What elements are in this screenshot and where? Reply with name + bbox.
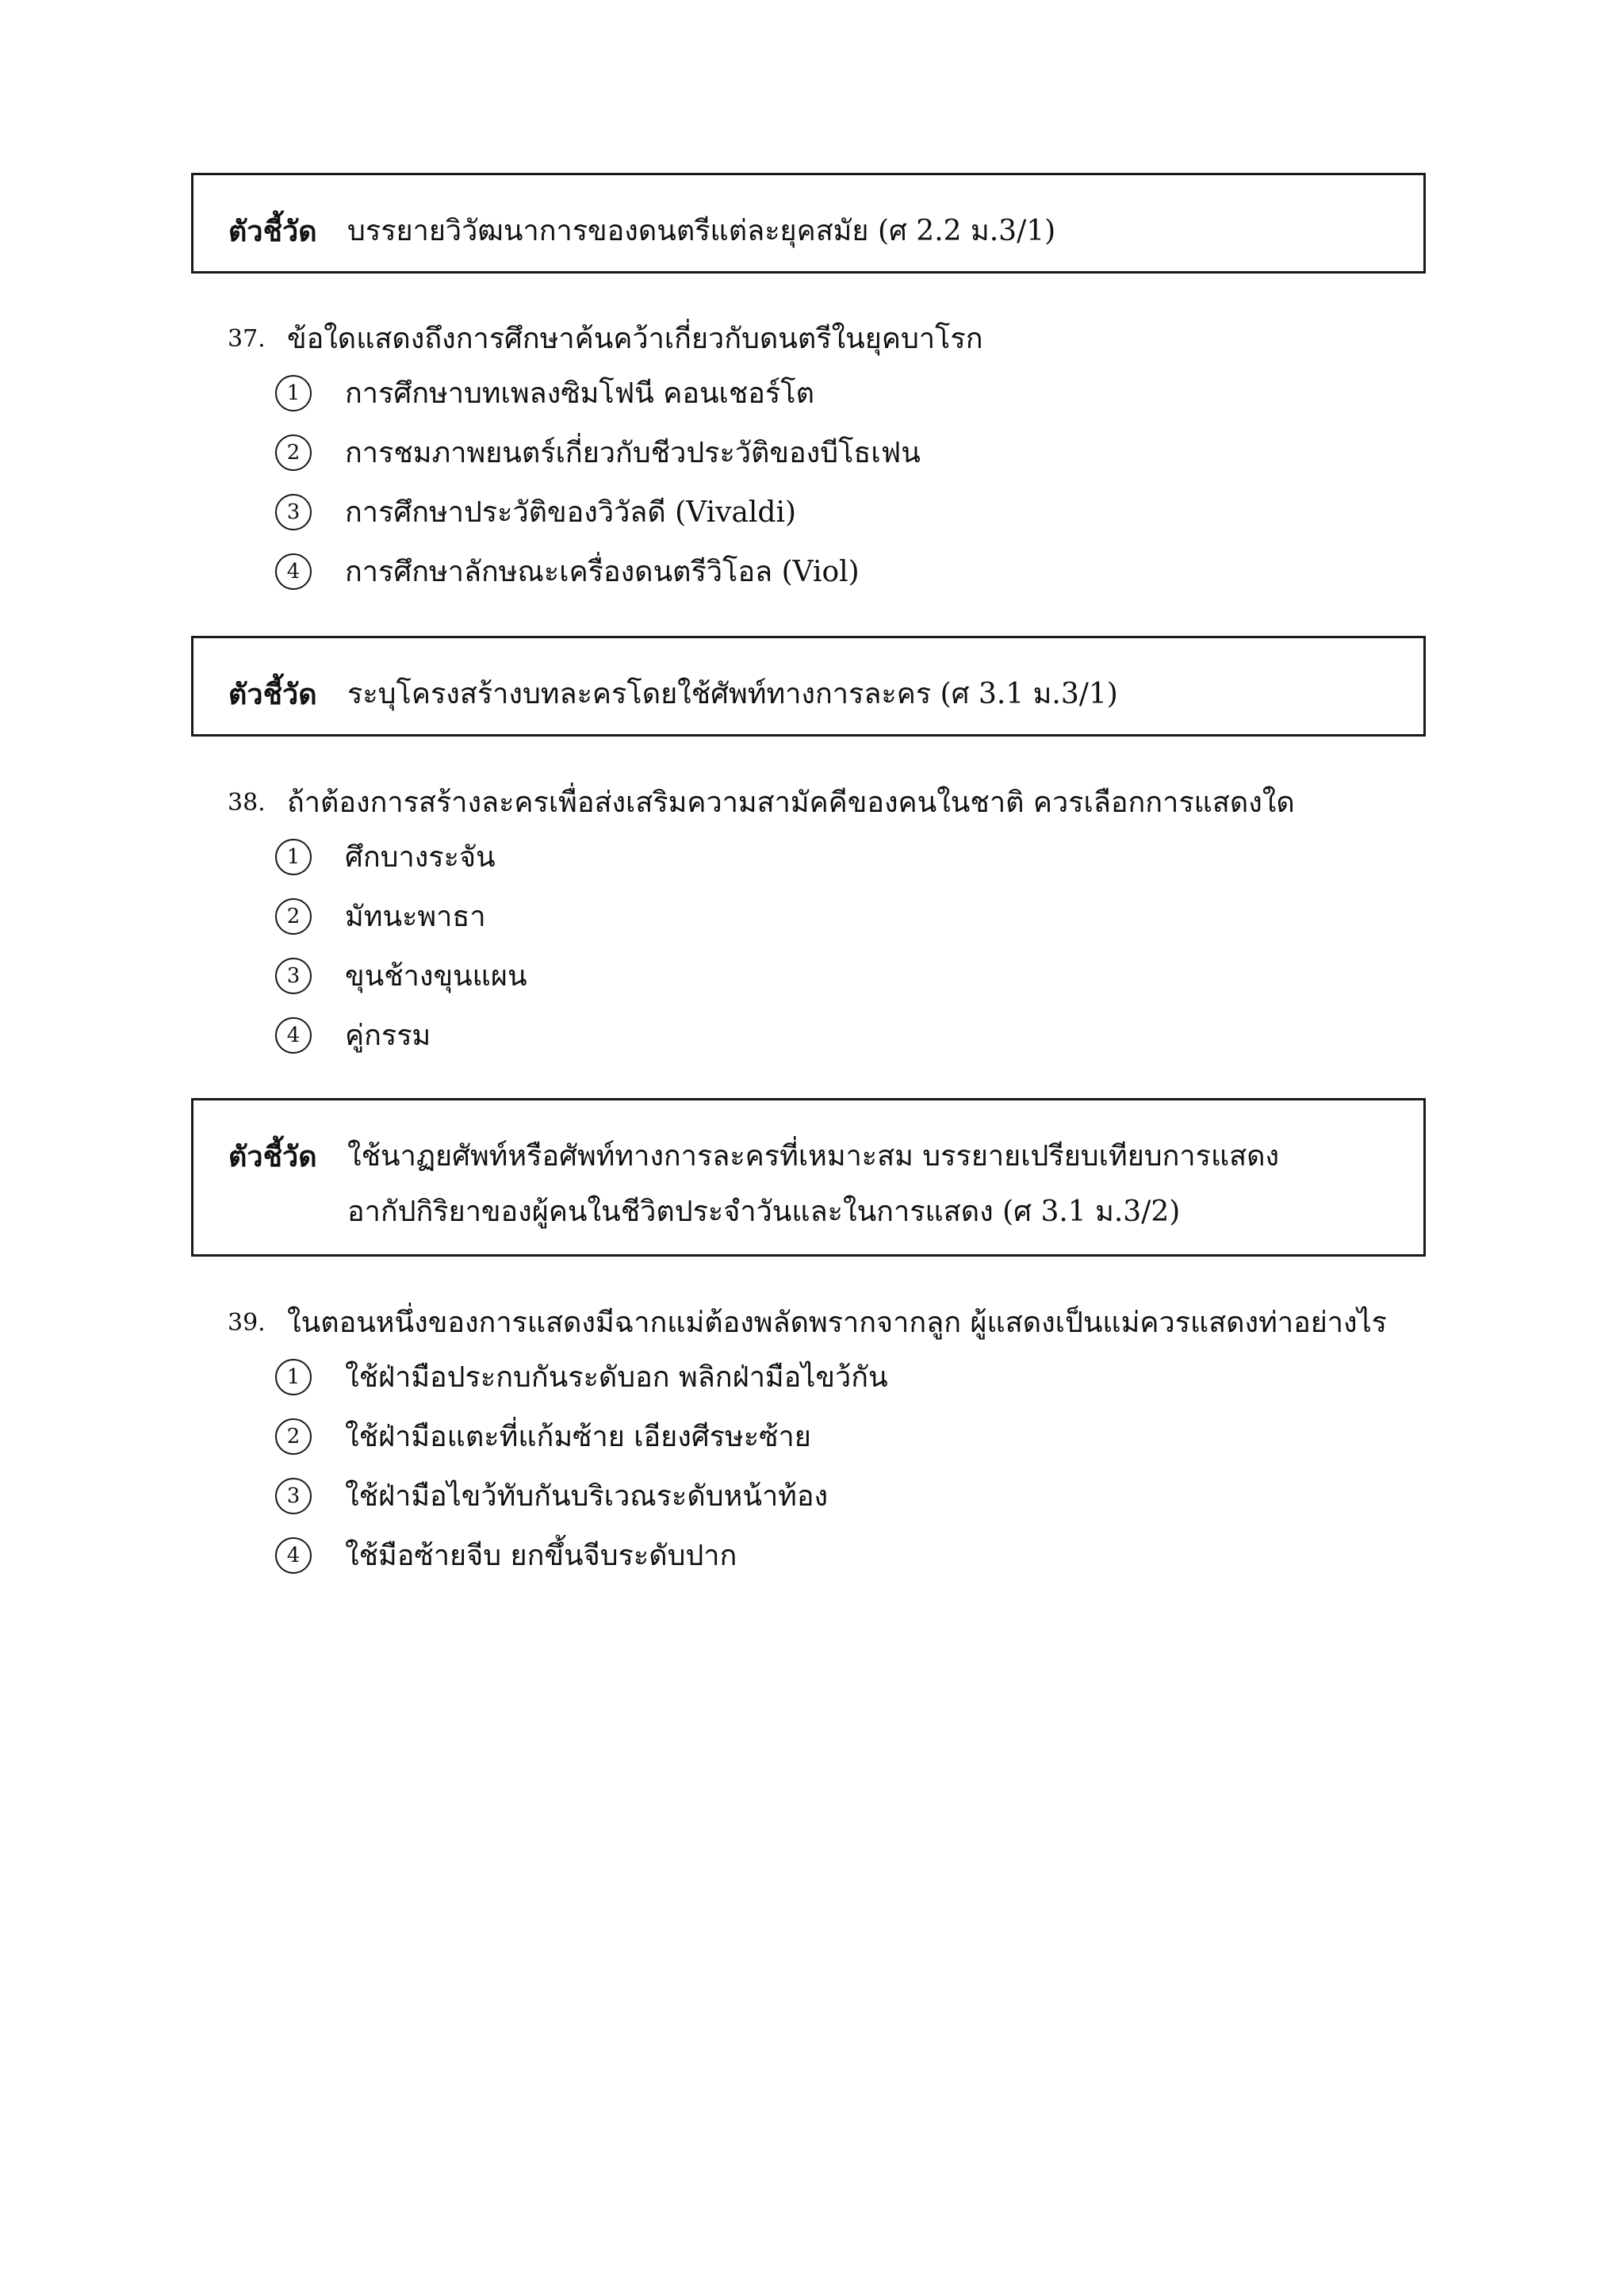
answer-choice[interactable] bbox=[275, 827, 1417, 886]
answer-choice[interactable] bbox=[275, 946, 1417, 1005]
choice-number-circle: 2 bbox=[275, 898, 312, 935]
indicator-box bbox=[191, 173, 1426, 274]
question-number: 39. bbox=[228, 1309, 266, 1337]
choice-text: มัทนะพาธา bbox=[345, 901, 486, 933]
choice-number-circle: 3 bbox=[275, 1478, 312, 1514]
choice-text: ใช้มือซ้ายจีบ ยกขึ้นจีบระดับปาก bbox=[345, 1540, 737, 1572]
answer-choice[interactable] bbox=[275, 482, 1417, 541]
indicator-text: ใช้นาฏยศัพท์หรือศัพท์ทางการละครที่เหมาะสม บรรยายเปรียบเทียบการแสดงอากัปกิริยาของผู้คนในชีวิตประจำวันและในการแสดง (ศ 3.1 ม.3/2) bbox=[347, 1140, 1280, 1228]
choice-number-circle: 1 bbox=[275, 375, 312, 411]
answer-choice[interactable] bbox=[275, 1406, 1417, 1466]
choice-text: ใช้ฝ่ามือประกบกันระดับอก พลิกฝ่ามือไขว้กัน bbox=[345, 1361, 888, 1394]
indicator-text: ระบุโครงสร้างบทละครโดยใช้ศัพท์ทางการละคร (ศ 3.1 ม.3/1) bbox=[347, 678, 1118, 710]
choice-number-circle: 1 bbox=[275, 1359, 312, 1395]
choice-text: การศึกษาบทเพลงซิมโฟนี คอนเชอร์โต bbox=[345, 377, 814, 410]
question-text: ข้อใดแสดงถึงการศึกษาค้นคว้าเกี่ยวกับดนตรีในยุคบาโรก bbox=[287, 323, 983, 355]
question-stem bbox=[228, 316, 1417, 363]
choice-text: คู่กรรม bbox=[345, 1020, 431, 1052]
question-stem bbox=[228, 1299, 1417, 1347]
choice-number-circle: 3 bbox=[275, 494, 312, 530]
indicator-label: ตัวชี้วัด bbox=[228, 215, 317, 248]
indicator-box bbox=[191, 636, 1426, 737]
choice-text: ใช้ฝ่ามือไขว้ทับกันบริเวณระดับหน้าท้อง bbox=[345, 1480, 829, 1513]
question-37 bbox=[228, 316, 1417, 601]
question-text: ในตอนหนึ่งของการแสดงมีฉากแม่ต้องพลัดพรากจากลูก ผู้แสดงเป็นแม่ควรแสดงท่าอย่างไร bbox=[287, 1307, 1388, 1339]
choice-number-circle: 4 bbox=[275, 1537, 312, 1574]
answer-choice[interactable] bbox=[275, 1005, 1417, 1065]
choice-number-circle: 4 bbox=[275, 553, 312, 590]
answer-choice[interactable] bbox=[275, 423, 1417, 482]
answer-choice[interactable] bbox=[275, 1347, 1417, 1406]
answer-choice[interactable] bbox=[275, 1466, 1417, 1525]
indicator-label: ตัวชี้วัด bbox=[228, 678, 317, 711]
indicator-text: บรรยายวิวัฒนาการของดนตรีแต่ละยุคสมัย (ศ 2.2 ม.3/1) bbox=[347, 215, 1056, 247]
choice-text: การศึกษาประวัติของวิวัลดี (Vivaldi) bbox=[345, 496, 797, 529]
question-number: 37. bbox=[228, 325, 266, 353]
choice-text: ใช้ฝ่ามือแตะที่แก้มซ้าย เอียงศีรษะซ้าย bbox=[345, 1421, 811, 1453]
question-38 bbox=[228, 779, 1417, 1065]
choice-number-circle: 3 bbox=[275, 958, 312, 994]
choice-text: การศึกษาลักษณะเครื่องดนตรีวิโอล (Viol) bbox=[345, 556, 860, 588]
choice-text: การชมภาพยนตร์เกี่ยวกับชีวประวัติของบีโธเฟน bbox=[345, 437, 921, 469]
choice-number-circle: 2 bbox=[275, 1418, 312, 1455]
choice-number-circle: 2 bbox=[275, 434, 312, 471]
question-text: ถ้าต้องการสร้างละครเพื่อส่งเสริมความสามัคคีของคนในชาติ ควรเลือกการแสดงใด bbox=[287, 786, 1295, 819]
choice-text: ขุนช้างขุนแผน bbox=[345, 960, 527, 993]
choice-number-circle: 1 bbox=[275, 839, 312, 875]
answer-choice[interactable] bbox=[275, 363, 1417, 423]
answer-choice[interactable] bbox=[275, 886, 1417, 946]
answer-choice[interactable] bbox=[275, 541, 1417, 601]
choice-number-circle: 4 bbox=[275, 1017, 312, 1054]
choice-text: ศึกบางระจัน bbox=[345, 841, 496, 874]
question-number: 38. bbox=[228, 789, 266, 817]
question-39 bbox=[228, 1299, 1417, 1585]
indicator-label: ตัวชี้วัด bbox=[228, 1140, 317, 1173]
indicator-box bbox=[191, 1098, 1426, 1257]
answer-choice[interactable] bbox=[275, 1525, 1417, 1585]
question-stem bbox=[228, 779, 1417, 827]
